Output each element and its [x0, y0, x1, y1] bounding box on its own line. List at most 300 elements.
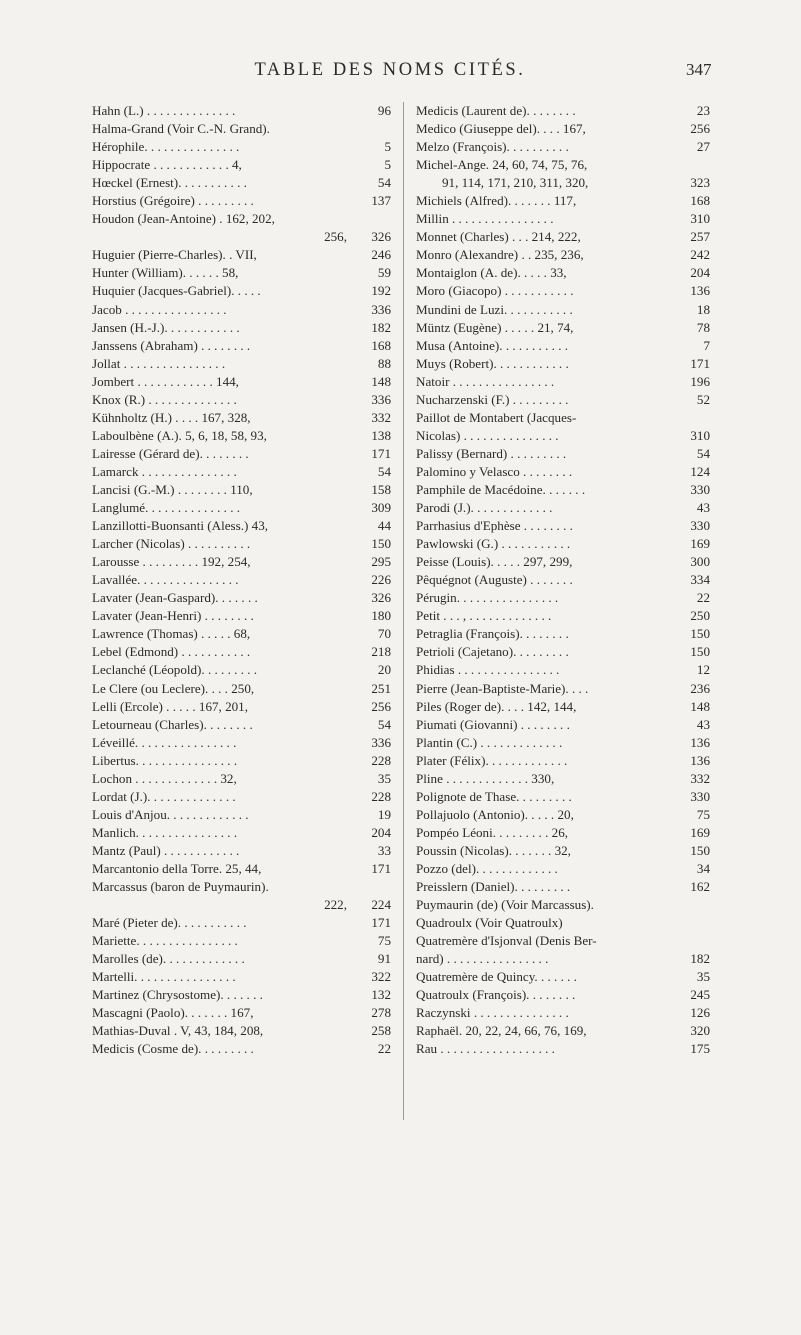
entry-name: Quatremère de Quincy. . . . . . .	[416, 969, 577, 985]
index-entry	[416, 806, 710, 824]
entry-name: Marcassus (baron de Puymaurin).	[92, 879, 269, 895]
index-entry	[416, 1004, 710, 1022]
entry-page-ref: 168	[690, 193, 710, 209]
entry-name: 256,	[324, 229, 347, 245]
entry-page-ref: 44	[377, 518, 391, 534]
entry-page-ref: 43	[696, 716, 710, 732]
entry-name: Marcantonio della Torre. 25, 44,	[92, 860, 262, 876]
entry-page-ref: 22	[696, 590, 710, 606]
entry-page-ref: 91	[377, 951, 391, 967]
entry-name: Pawlowski (G.) . . . . . . . . . . .	[416, 536, 571, 552]
index-entry	[92, 643, 391, 661]
index-entry	[92, 409, 391, 427]
index-entry	[92, 337, 391, 355]
index-entry	[416, 391, 710, 409]
index-entry	[92, 535, 391, 553]
entry-name: Palissy (Bernard) . . . . . . . . .	[416, 445, 567, 461]
entry-page-ref: 136	[690, 283, 710, 299]
entry-page-ref: 7	[703, 337, 710, 353]
index-entry	[92, 607, 391, 625]
entry-name: Millin . . . . . . . . . . . . . . . .	[416, 211, 554, 227]
entry-name: Martelli. . . . . . . . . . . . . . . .	[92, 969, 236, 985]
entry-page-ref: 33	[377, 842, 391, 858]
index-entry	[416, 914, 710, 932]
entry-page-ref: 310	[690, 427, 710, 443]
column-divider	[403, 102, 404, 1120]
index-entry	[92, 698, 391, 716]
entry-name: Lavater (Jean-Henri) . . . . . . . .	[92, 608, 254, 624]
entry-name: Plantin (C.) . . . . . . . . . . . . .	[416, 734, 563, 750]
entry-name: Lanzillotti-Buonsanti (Aless.) 43,	[92, 518, 269, 534]
index-entry	[92, 734, 391, 752]
index-entry	[416, 337, 710, 355]
index-entry	[92, 553, 391, 571]
entry-name: Piumati (Giovanni) . . . . . . . .	[416, 716, 570, 732]
entry-name: Maré (Pieter de). . . . . . . . . . .	[92, 915, 247, 931]
entry-name: Müntz (Eugène) . . . . . 21, 74,	[416, 319, 574, 335]
entry-name: Hérophile. . . . . . . . . . . . . . .	[92, 139, 240, 155]
index-entry	[416, 228, 710, 246]
entry-name: Pollajuolo (Antonio). . . . . 20,	[416, 806, 574, 822]
index-entry	[416, 156, 710, 174]
index-entry	[92, 806, 391, 824]
index-entry	[416, 860, 710, 878]
index-entry	[92, 264, 391, 282]
entry-page-ref: 35	[377, 770, 391, 786]
index-entry	[416, 932, 710, 950]
entry-page-ref: 148	[371, 373, 391, 389]
entry-name: Monro (Alexandre) . . 235, 236,	[416, 247, 584, 263]
entry-name: Medicis (Laurent de). . . . . . . .	[416, 103, 576, 118]
entry-name: Pierre (Jean-Baptiste-Marie). . . .	[416, 680, 589, 696]
entry-name: Lavater (Jean-Gaspard). . . . . . .	[92, 590, 258, 606]
index-entry	[416, 607, 710, 625]
entry-name: Mathias-Duval . V, 43, 184, 208,	[92, 1023, 264, 1039]
entry-name: Polignote de Thase. . . . . . . . .	[416, 788, 572, 804]
entry-page-ref: 336	[371, 301, 391, 317]
index-entry	[416, 138, 710, 156]
index-entry	[416, 301, 710, 319]
entry-name: Rau . . . . . . . . . . . . . . . . . .	[416, 1041, 555, 1057]
entry-name: Musa (Antoine). . . . . . . . . . .	[416, 337, 569, 353]
entry-name: Houdon (Jean-Antoine) . 162, 202,	[92, 211, 275, 227]
entry-page-ref: 124	[690, 463, 710, 479]
index-entry	[416, 716, 710, 734]
entry-name: Poussin (Nicolas). . . . . . . 32,	[416, 842, 571, 858]
index-entry	[416, 571, 710, 589]
index-entry	[416, 878, 710, 896]
index-entry	[416, 192, 710, 210]
entry-page-ref: 132	[371, 987, 391, 1003]
entry-page-ref: 332	[371, 409, 391, 425]
entry-page-ref: 148	[690, 698, 710, 714]
entry-page-ref: 180	[371, 608, 391, 624]
entry-page-ref: 137	[371, 193, 391, 209]
index-entry	[92, 138, 391, 156]
index-entry	[416, 698, 710, 716]
index-entry	[92, 842, 391, 860]
entry-name: Palomino y Velasco . . . . . . . .	[416, 463, 573, 479]
entry-page-ref: 169	[690, 824, 710, 840]
entry-name: Petit . . . , . . . . . . . . . . . . .	[416, 608, 552, 624]
entry-page-ref: 322	[371, 969, 391, 985]
entry-name: Petrioli (Cajetano). . . . . . . . .	[416, 644, 569, 660]
index-entry	[92, 589, 391, 607]
entry-name: Jombert . . . . . . . . . . . . 144,	[92, 373, 239, 389]
index-entry	[92, 878, 391, 896]
index-entry	[416, 373, 710, 391]
entry-page-ref: 192	[371, 283, 391, 299]
entry-page-ref: 309	[371, 500, 391, 516]
entry-page-ref: 242	[690, 247, 710, 263]
entry-page-ref: 320	[690, 1023, 710, 1039]
entry-page-ref: 54	[696, 445, 710, 461]
entry-page-ref: 5	[384, 157, 391, 173]
entry-name: Puymaurin (de) (Voir Marcassus).	[416, 897, 594, 913]
entry-page-ref: 251	[371, 680, 391, 696]
entry-name: Lancisi (G.-M.) . . . . . . . . 110,	[92, 481, 253, 497]
entry-name: Quadroulx (Voir Quatroulx)	[416, 915, 563, 931]
index-entry	[416, 319, 710, 337]
entry-name: Knox (R.) . . . . . . . . . . . . . .	[92, 391, 237, 407]
entry-name: Paillot de Montabert (Jacques-	[416, 409, 577, 425]
entry-page-ref: 158	[371, 481, 391, 497]
entry-page-ref: 54	[377, 716, 391, 732]
entry-page-ref: 224	[371, 897, 391, 913]
entry-name: Phidias . . . . . . . . . . . . . . . .	[416, 662, 560, 678]
index-entry	[416, 986, 710, 1004]
index-entry	[92, 1040, 391, 1058]
entry-name: Louis d'Anjou. . . . . . . . . . . . .	[92, 806, 249, 822]
entry-name: Pamphile de Macédoine. . . . . . .	[416, 481, 586, 497]
index-entry	[92, 282, 391, 300]
entry-name: Lawrence (Thomas) . . . . . 68,	[92, 626, 251, 642]
entry-page-ref: 18	[696, 301, 710, 317]
index-entry	[416, 463, 710, 481]
entry-name: Hippocrate . . . . . . . . . . . . 4,	[92, 157, 242, 173]
index-entry	[92, 932, 391, 950]
entry-page-ref: 171	[690, 355, 710, 371]
entry-page-ref: 326	[371, 229, 391, 245]
entry-page-ref: 332	[690, 770, 710, 786]
entry-page-ref: 23	[696, 103, 710, 118]
index-entry	[416, 1040, 710, 1058]
index-entry	[92, 1004, 391, 1022]
entry-page-ref: 330	[690, 481, 710, 497]
entry-name: Pompéo Léoni. . . . . . . . . 26,	[416, 824, 569, 840]
entry-name: Leclanché (Léopold). . . . . . . . .	[92, 662, 258, 678]
index-entry	[416, 661, 710, 679]
index-entry	[92, 102, 391, 120]
entry-name: Hœckel (Ernest). . . . . . . . . . .	[92, 175, 247, 191]
index-column-right	[416, 102, 710, 1058]
entry-page-ref: 256	[371, 698, 391, 714]
entry-page-ref: 59	[377, 265, 391, 281]
entry-page-ref: 126	[690, 1005, 710, 1021]
entry-name: Mascagni (Paolo). . . . . . . 167,	[92, 1005, 254, 1021]
entry-name: Quatroulx (François). . . . . . . .	[416, 987, 576, 1003]
index-entry	[92, 481, 391, 499]
entry-name: Quatremère d'Isjonval (Denis Ber-	[416, 933, 597, 949]
entry-page-ref: 226	[371, 572, 391, 588]
index-entry	[92, 680, 391, 698]
entry-name: Montaiglon (A. de). . . . . 33,	[416, 265, 567, 281]
entry-name: Jollat . . . . . . . . . . . . . . . .	[92, 355, 226, 371]
entry-name: Lochon . . . . . . . . . . . . . 32,	[92, 770, 237, 786]
entry-name: Langlumé. . . . . . . . . . . . . . .	[92, 500, 241, 516]
entry-page-ref: 96	[377, 103, 391, 118]
entry-page-ref: 204	[371, 824, 391, 840]
entry-page-ref: 171	[371, 860, 391, 876]
entry-page-ref: 336	[371, 391, 391, 407]
entry-page-ref: 150	[690, 644, 710, 660]
entry-page-ref: 310	[690, 211, 710, 227]
index-entry	[416, 788, 710, 806]
entry-name: Letourneau (Charles). . . . . . . .	[92, 716, 253, 732]
index-entry	[416, 409, 710, 427]
entry-name: Michiels (Alfred). . . . . . . 117,	[416, 193, 577, 209]
index-entry	[92, 1022, 391, 1040]
index-entry	[416, 589, 710, 607]
entry-name: Huquier (Jacques-Gabriel). . . . .	[92, 283, 261, 299]
entry-name: Raphaël. 20, 22, 24, 66, 76, 169,	[416, 1023, 587, 1039]
entry-page-ref: 168	[371, 337, 391, 353]
entry-page-ref: 182	[690, 951, 710, 967]
entry-name: Nucharzenski (F.) . . . . . . . . .	[416, 391, 569, 407]
entry-page-ref: 257	[690, 229, 710, 245]
entry-name: Medico (Giuseppe del). . . . 167,	[416, 121, 586, 137]
index-entry	[416, 1022, 710, 1040]
entry-page-ref: 258	[371, 1023, 391, 1039]
entry-page-ref: 169	[690, 536, 710, 552]
entry-page-ref: 54	[377, 175, 391, 191]
page-header	[0, 60, 801, 90]
index-entry	[416, 734, 710, 752]
index-entry	[416, 120, 710, 138]
index-entry	[416, 553, 710, 571]
index-entry	[92, 661, 391, 679]
entry-page-ref: 150	[690, 626, 710, 642]
entry-name: Mantz (Paul) . . . . . . . . . . . .	[92, 842, 240, 858]
index-entry	[92, 373, 391, 391]
entry-name: Lairesse (Gérard de). . . . . . . .	[92, 445, 249, 461]
entry-page-ref: 136	[690, 752, 710, 768]
index-entry	[416, 752, 710, 770]
index-entry	[416, 445, 710, 463]
entry-page-ref: 196	[690, 373, 710, 389]
index-entry	[416, 210, 710, 228]
entry-name: Jansen (H.-J.). . . . . . . . . . . .	[92, 319, 240, 335]
entry-name: Hunter (William). . . . . . 58,	[92, 265, 239, 281]
entry-name: Pérugin. . . . . . . . . . . . . . . .	[416, 590, 559, 606]
entry-page-ref: 136	[690, 734, 710, 750]
index-entry	[92, 788, 391, 806]
entry-name: Pozzo (del). . . . . . . . . . . . .	[416, 860, 558, 876]
entry-name: 222,	[324, 897, 347, 913]
entry-name: Kühnholtz (H.) . . . . 167, 328,	[92, 409, 251, 425]
entry-name: Libertus. . . . . . . . . . . . . . . .	[92, 752, 238, 768]
index-entry	[416, 950, 710, 968]
entry-name: Manlich. . . . . . . . . . . . . . . .	[92, 824, 238, 840]
entry-name: Parrhasius d'Ephèse . . . . . . . .	[416, 518, 573, 534]
entry-name: Muys (Robert). . . . . . . . . . . .	[416, 355, 569, 371]
entry-page-ref: 330	[690, 788, 710, 804]
entry-page-ref: 43	[696, 500, 710, 516]
index-entry	[92, 914, 391, 932]
index-entry	[416, 842, 710, 860]
entry-name: Moro (Giacopo) . . . . . . . . . . .	[416, 283, 574, 299]
entry-page-ref: 245	[690, 987, 710, 1003]
index-entry	[92, 120, 391, 138]
index-entry	[416, 535, 710, 553]
index-entry	[92, 192, 391, 210]
index-entry	[92, 174, 391, 192]
index-entry	[416, 355, 710, 373]
page-title: TABLE DES NOMS CITÉS.	[254, 60, 526, 80]
entry-name: Piles (Roger de). . . . 142, 144,	[416, 698, 577, 714]
entry-name: Larcher (Nicolas) . . . . . . . . . .	[92, 536, 251, 552]
entry-page-ref: 171	[371, 445, 391, 461]
entry-name: Le Clere (ou Leclere). . . . 250,	[92, 680, 255, 696]
entry-page-ref: 246	[371, 247, 391, 263]
index-entry	[416, 968, 710, 986]
entry-page-ref: 27	[696, 139, 710, 155]
entry-name: Lelli (Ercole) . . . . . 167, 201,	[92, 698, 248, 714]
entry-page-ref: 330	[690, 518, 710, 534]
entry-page-ref: 75	[377, 933, 391, 949]
entry-page-ref: 162	[690, 879, 710, 895]
index-entry	[416, 517, 710, 535]
entry-page-ref: 75	[696, 806, 710, 822]
index-entry	[92, 319, 391, 337]
entry-name: Halma-Grand (Voir C.-N. Grand).	[92, 121, 270, 137]
entry-page-ref: 326	[371, 590, 391, 606]
entry-page-ref: 175	[690, 1041, 710, 1057]
index-entry	[92, 968, 391, 986]
index-entry	[92, 950, 391, 968]
index-entry	[416, 896, 710, 914]
entry-page-ref: 70	[377, 626, 391, 642]
entry-name: Preisslern (Daniel). . . . . . . . .	[416, 879, 571, 895]
index-entry	[416, 102, 710, 120]
entry-page-ref: 22	[377, 1041, 391, 1057]
index-column-left	[92, 102, 391, 1058]
entry-name: Léveillé. . . . . . . . . . . . . . . .	[92, 734, 237, 750]
entry-name: Lavallée. . . . . . . . . . . . . . . .	[92, 572, 239, 588]
entry-page-ref: 52	[696, 391, 710, 407]
entry-page-ref: 323	[690, 175, 710, 191]
entry-name: Petraglia (François). . . . . . . .	[416, 626, 569, 642]
entry-page-ref: 300	[690, 554, 710, 570]
entry-name: Raczynski . . . . . . . . . . . . . . .	[416, 1005, 569, 1021]
entry-page-ref: 218	[371, 644, 391, 660]
entry-page-ref: 34	[696, 860, 710, 876]
entry-page-ref: 88	[377, 355, 391, 371]
entry-name: nard) . . . . . . . . . . . . . . . .	[416, 951, 549, 967]
entry-page-ref: 20	[377, 662, 391, 678]
entry-name: Mundini de Luzi. . . . . . . . . . .	[416, 301, 573, 317]
index-entry	[92, 986, 391, 1004]
index-entry	[92, 210, 391, 228]
entry-name: Horstius (Grégoire) . . . . . . . . .	[92, 193, 254, 209]
index-entry	[416, 680, 710, 698]
entry-page-ref: 35	[696, 969, 710, 985]
index-entry	[92, 445, 391, 463]
index-entry	[92, 625, 391, 643]
entry-name: Hahn (L.) . . . . . . . . . . . . . .	[92, 103, 236, 118]
entry-name: Lamarck . . . . . . . . . . . . . . .	[92, 463, 237, 479]
entry-page-ref: 228	[371, 752, 391, 768]
entry-name: Medicis (Cosme de). . . . . . . . .	[92, 1041, 254, 1057]
entry-page-ref: 150	[371, 536, 391, 552]
entry-name: Huguier (Pierre-Charles). . VII,	[92, 247, 257, 263]
index-entry	[92, 391, 391, 409]
entry-name: Larousse . . . . . . . . . 192, 254,	[92, 554, 251, 570]
entry-name: Jacob . . . . . . . . . . . . . . . .	[92, 301, 227, 317]
entry-name: Lordat (J.). . . . . . . . . . . . . .	[92, 788, 236, 804]
entry-page-ref: 250	[690, 608, 710, 624]
index-entry	[416, 174, 710, 192]
index-entry	[92, 427, 391, 445]
entry-name: Mariette. . . . . . . . . . . . . . . .	[92, 933, 238, 949]
index-entry	[92, 228, 391, 246]
entry-page-ref: 5	[384, 139, 391, 155]
entry-name: Pline . . . . . . . . . . . . . 330,	[416, 770, 555, 786]
entry-name: Melzo (François). . . . . . . . . .	[416, 139, 569, 155]
index-entry	[92, 355, 391, 373]
index-entry	[92, 716, 391, 734]
entry-name: Monnet (Charles) . . . 214, 222,	[416, 229, 581, 245]
entry-page-ref: 171	[371, 915, 391, 931]
entry-page-ref: 228	[371, 788, 391, 804]
entry-name: Plater (Félix). . . . . . . . . . . . .	[416, 752, 568, 768]
entry-name: Martinez (Chrysostome). . . . . . .	[92, 987, 263, 1003]
entry-page-ref: 295	[371, 554, 391, 570]
index-entry	[416, 481, 710, 499]
index-entry	[92, 752, 391, 770]
entry-page-ref: 19	[377, 806, 391, 822]
index-entry	[92, 896, 391, 914]
entry-page-ref: 12	[696, 662, 710, 678]
entry-page-ref: 54	[377, 463, 391, 479]
entry-name: Natoir . . . . . . . . . . . . . . . .	[416, 373, 555, 389]
index-entry	[416, 246, 710, 264]
index-entry	[92, 301, 391, 319]
index-entry	[92, 571, 391, 589]
entry-name: Marolles (de). . . . . . . . . . . . .	[92, 951, 245, 967]
entry-page-ref: 278	[371, 1005, 391, 1021]
index-entry	[416, 264, 710, 282]
index-entry	[416, 427, 710, 445]
entry-page-ref: 150	[690, 842, 710, 858]
index-entry	[416, 282, 710, 300]
entry-page-ref: 236	[690, 680, 710, 696]
index-entry	[92, 517, 391, 535]
index-entry	[92, 246, 391, 264]
entry-name: Michel-Ange. 24, 60, 74, 75, 76,	[416, 157, 588, 173]
index-entry	[416, 643, 710, 661]
entry-page-ref: 334	[690, 572, 710, 588]
entry-page-ref: 182	[371, 319, 391, 335]
entry-page-ref: 256	[690, 121, 710, 137]
index-entry	[92, 824, 391, 842]
entry-page-ref: 78	[696, 319, 710, 335]
entry-name: Laboulbène (A.). 5, 6, 18, 58, 93,	[92, 427, 267, 443]
entry-page-ref: 138	[371, 427, 391, 443]
entry-name: 91, 114, 171, 210, 311, 320,	[442, 175, 589, 191]
index-entry	[416, 824, 710, 842]
entry-name: Nicolas) . . . . . . . . . . . . . . .	[416, 427, 559, 443]
